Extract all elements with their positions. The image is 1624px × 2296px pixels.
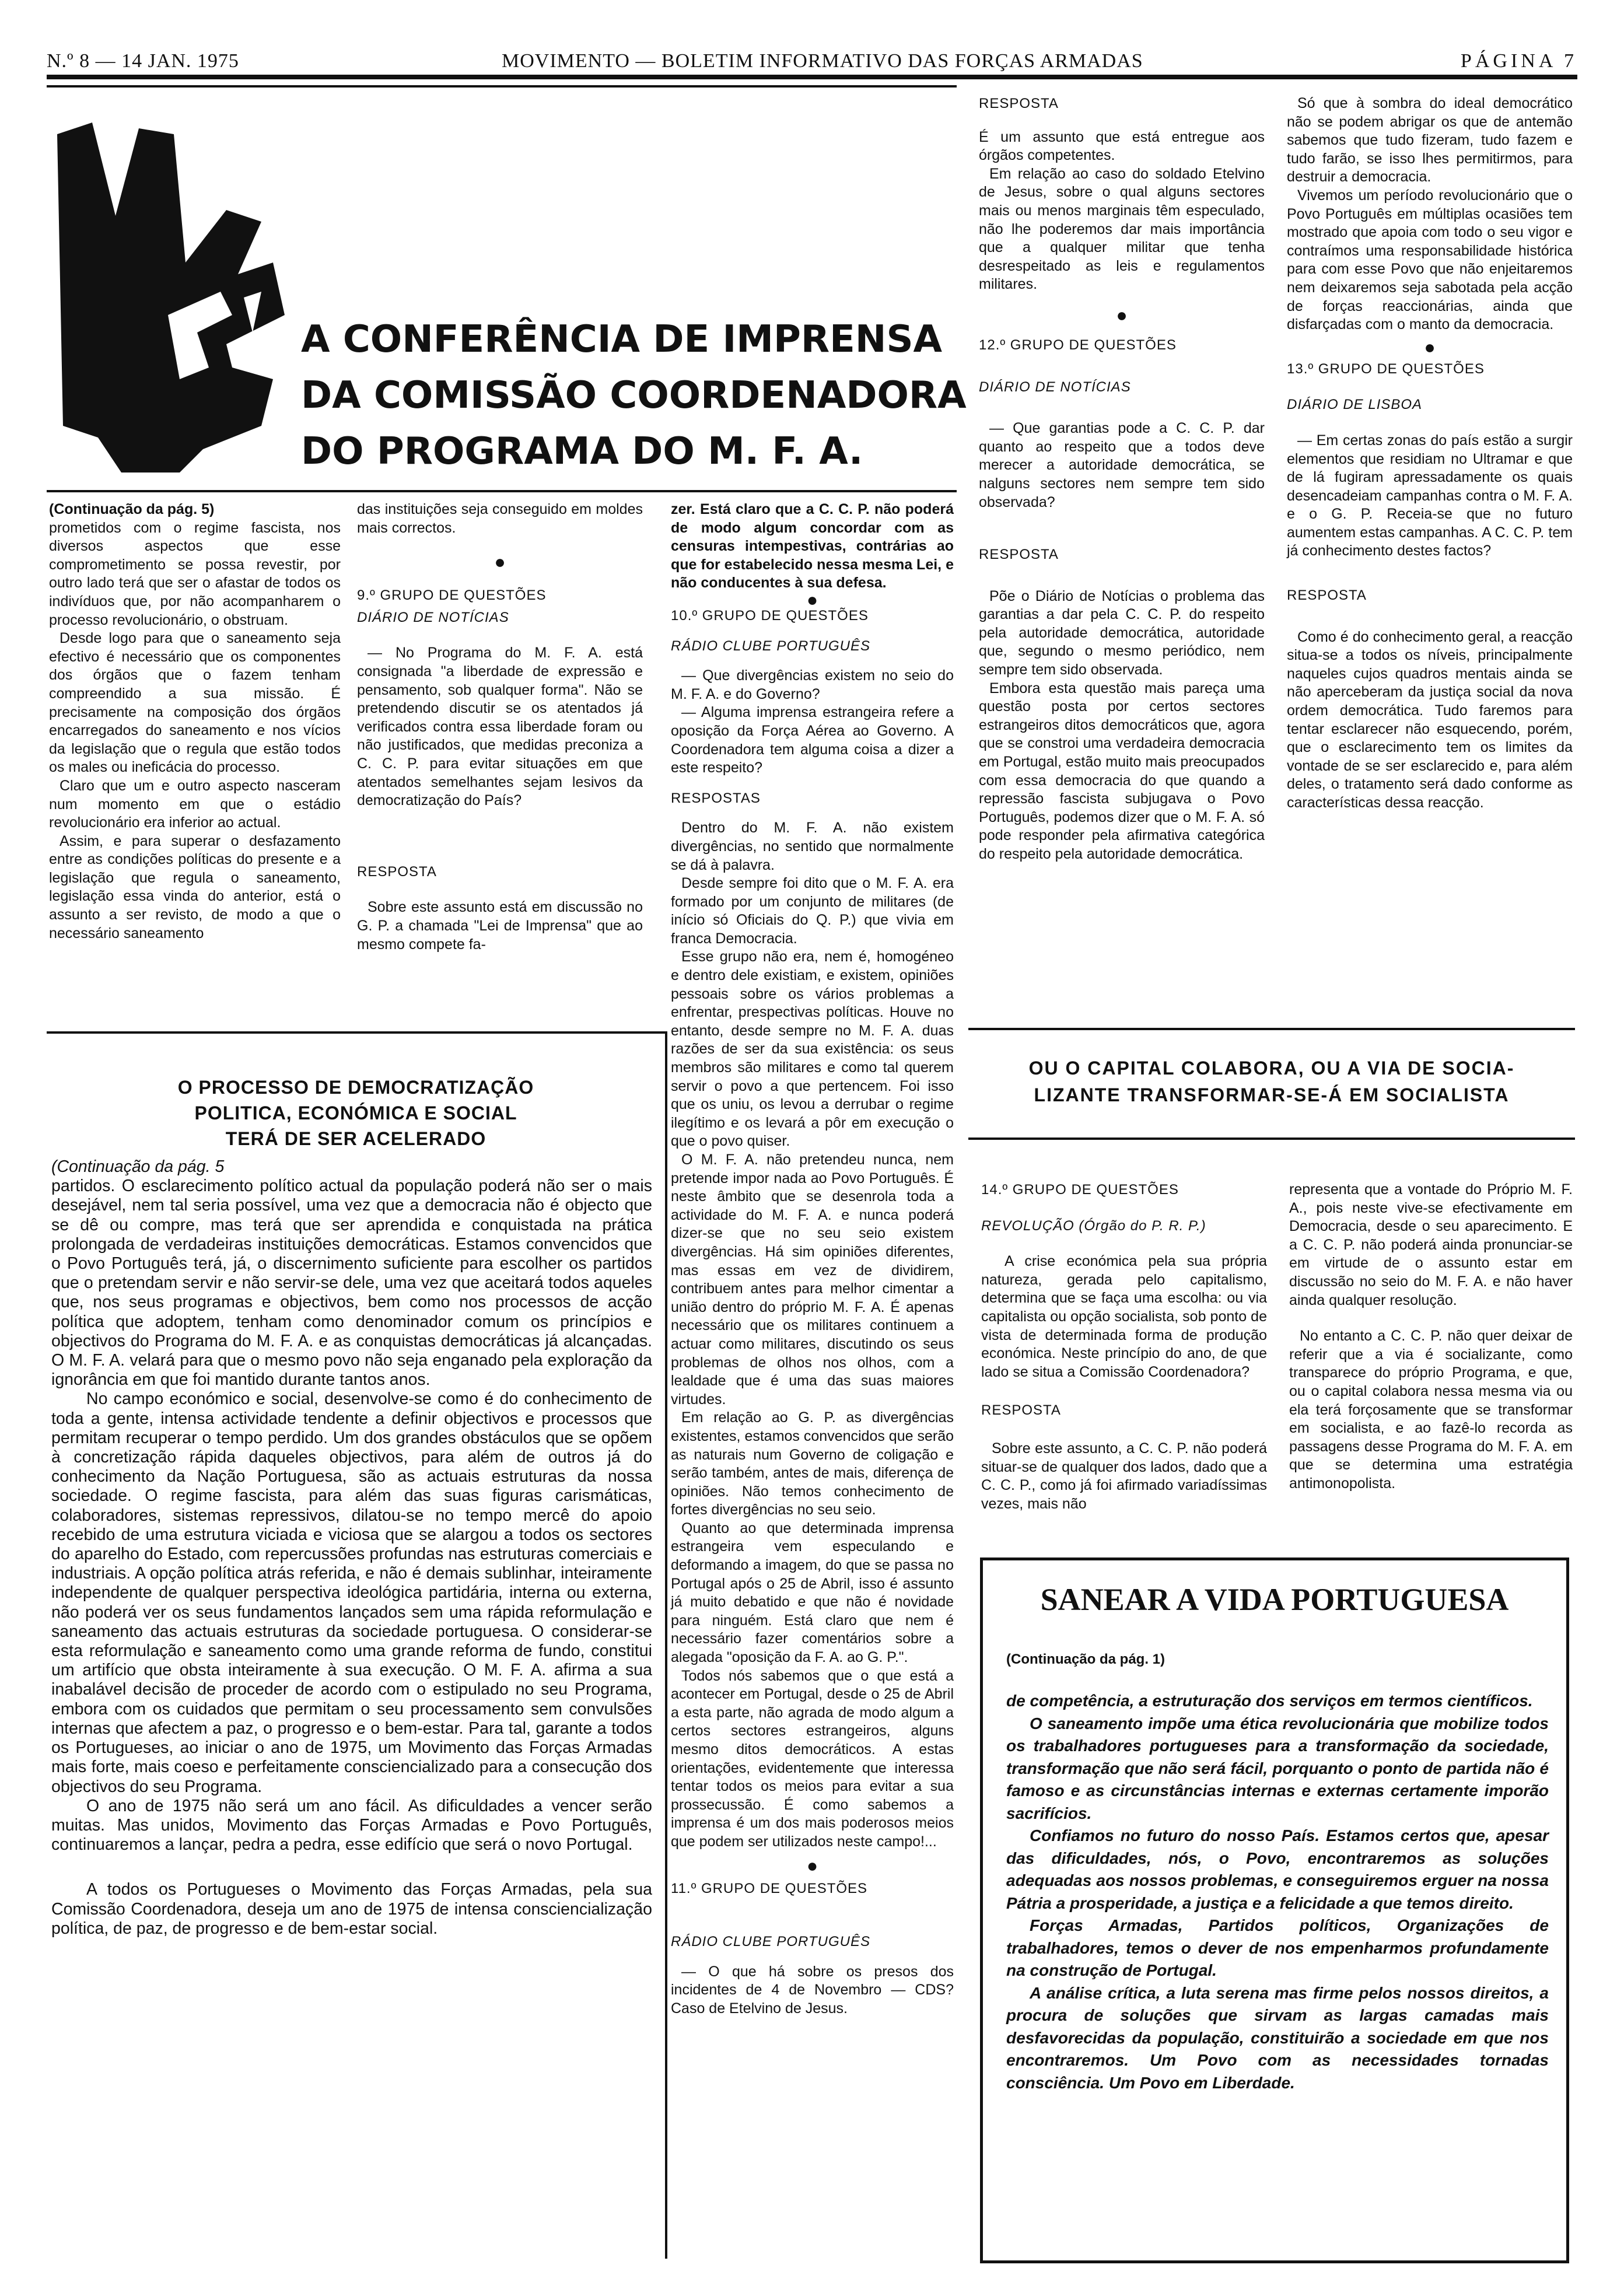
capital-rule-bottom [968,1138,1575,1140]
question-text: — O que há sobre os presos dos incidentes de 4 de Novembro — CDS? Caso de Etelvino de Jesus. [671,1963,954,2017]
paragraph: No campo económico e social, desenvolve-se como é do conhecimento de toda a gente, intensa actividade tendente a definir objectivos e processos que permitam recuperar o tempo perdido. Um dos grandes obstáculos que se opõem à concretização rápida daqueles objectivos, para além de outros já do conhecimento da Nação Portuguesa, são as actuais estruturas da nossa sociedade. O regime fascista, para além das suas figuras carismáticas, colaboradores, sistemas repressivos, dilatou-se no tempo mercê do apoio recebido de uma estrutura viciada e viciosa que se alargou a todos os sectores do aparelho do Estado, com repercussões profundas nas estruturas comerciais e industriais. A opção política atrás referida, e não é demais sublinhar, inteiramente independente de qualquer perspectiva ideológica partidária, interna ou externa, não poderá ver os seus fundamentos lançados sem uma rápida reformulação e saneamento das actuais estruturas da sociedade portuguesa. O considerar-se esta reformulação e saneamento como uma grande reforma de fundo, constitui um artifício que obsta inteiramente à sua execução. O M. F. A. afirma a sua inabalável decisão de proceder de acordo com o estipulado no seu Programa, embora com os cuidados que permitam o seu processamento sem convulsões internas que afectem a paz, o progresso e o bem-estar. Para tal, garante a todos os Portugueses, ao iniciar o ano de 1975, um Movimento das Forças Armadas mais forte, mais coeso e perfeitamente consciencializado para a consecução dos objectivos do seu Programa. [51,1390,652,1796]
header-rule [47,75,1577,79]
capital-title-line: OU O CAPITAL COLABORA, OU A VIA DE SOCIA- [1028,1058,1515,1079]
continuation-note: (Continuação da pág. 5 [51,1157,225,1176]
question-group: 9.º GRUPO DE QUESTÕES [357,587,547,604]
question-source: DIÁRIO DE NOTÍCIAS [979,379,1131,395]
answer-text: No entanto a C. C. P. não quer deixar de referir que a via é socializante, como transparece do próprio Programa, e que, ou o capital colabora nessa mesma via ou ela terá forçosamente que se transformar em socialista, e ao fazê-lo recorda as passagens desse Programa do M. F. A. em que se determina uma estratégia antimonopolista. [1289,1328,1573,1492]
capital-title-line: LIZANTE TRANSFORMAR-SE-Á EM SOCIALISTA [1034,1084,1510,1105]
answer-text: Sobre este assunto, a C. C. P. não poderá situar-se de qualquer dos lados, dado que a C. C. P., como já foi afirmado variadíssimas vezes, mais não [981,1440,1267,1512]
question-group: 11.º GRUPO DE QUESTÕES [671,1880,868,1896]
paragraph: A todos os Portugueses o Movimento das Forças Armadas, pela sua Comissão Coordenadora, deseja um ano de 1975 de intensa consciencialização política, de paz, de progresso e de bem-estar social. [51,1880,652,1938]
sanear-title: SANEAR A VIDA PORTUGUESA [1040,1582,1509,1617]
header-rule-thin [47,85,957,88]
column-2 [357,501,643,954]
response-heading: RESPOSTA [357,863,437,880]
question-group: 13.º GRUPO DE QUESTÕES [1287,360,1485,377]
main-title-line: A CONFERÊNCIA DE IMPRENSA [301,318,943,361]
answer-text: É um assunto que está entregue aos órgãos competentes. [979,128,1265,164]
answer-text: Todos nós sabemos que o que está a acontecer em Portugal, desde o 25 de Abril a esta parte, não agrada de modo algum a certos sectores estrangeiros, alguns mesmo ditos democráticos. A estas orientações, evidentemente que interessa tentar todos os meios para evitar a sua prossecussão. É como sabemos a imprensa é um dos mais poderosos meios que podem ser utilizados neste campo!... [671,1667,954,1850]
bullet-separator: ● [1424,336,1436,358]
paragraph: Forças Armadas, Partidos políticos, Organizações de trabalhadores, temos o dever de nos empenharmos profundamente na construção de Portugal. [1006,1916,1549,1979]
paragraph: O saneamento impõe uma ética revolucionária que mobilize todos os trabalhadores portugueses para a transformação da sociedade, transformação que não será fácil, porquanto o ponto de partida não é famoso e as circunstâncias internas e externas certamente imporão sacrifícios. [1006,1714,1549,1822]
paragraph: O ano de 1975 não será um ano fácil. As dificuldades a vencer serão muitas. Mas unidos, Movimento das Forças Armadas e Povo Português, continuaremos a lançar, pedra a pedra, esse edifício que será o novo Portugal. [51,1796,652,1854]
response-heading: RESPOSTA [979,96,1059,111]
paragraph: das instituições seja conseguido em moldes mais correctos. [357,501,643,536]
sanear-box [980,1558,1569,2263]
response-heading: RESPOSTAS [671,790,761,806]
processo-title-line: O PROCESSO DE DEMOCRATIZAÇÃO [177,1077,534,1098]
processo-article [47,1031,667,2259]
answer-text: Põe o Diário de Notícias o problema das garantias a dar pela C. C. P. do respeito pela autoridade democrática, autoridade que, segundo o mesmo periódico, nem sempre tem sido observada. [979,587,1265,678]
column-3 [671,501,954,2018]
question-source: REVOLUÇÃO (Órgão do P. R. P.) [981,1217,1206,1234]
question-text: — Que divergências existem no seio do M. F. A. e do Governo? [671,667,954,702]
answer-text: O M. F. A. não pretendeu nunca, nem pretende impor nada ao Povo Português. É neste âmbito que se desenrola toda a actividade do M. F. A. e nunca poderá dizer-se que no seu seio existem divergências. Há sim opiniões diferentes, mas essas em vez de dividirem, contribuem antes para melhor cimentar a união dentro do próprio M. F. A. É apenas necessário que os militares continuem a actuar como militares, discutindo os seus problemas de olhos nos olhos, com a lealdade que é uma das suas maiores virtudes. [671,1152,954,1408]
question-text: — Que garantias pode a C. C. P. dar quanto ao respeito que a todos deve merecer a autoridade democrática, se nalguns sectores nem sempre tem sido observada? [979,420,1265,510]
processo-body [51,1157,652,1938]
main-title [301,312,978,480]
answer-text: Em relação ao caso do soldado Etelvino de Jesus, sobre o qual alguns sectores mais ou menos marginais têm especulado, não lhe poderemos dar mais importância que a qualquer militar que tenha desrespeitado as leis e regulamentos militares. [979,165,1265,293]
main-title-line: DA COMISSÃO COORDENADORA [301,374,967,417]
question-group: 10.º GRUPO DE QUESTÕES [671,607,869,624]
processo-title [47,1074,665,1152]
sanear-body [1006,1690,1549,2094]
issue-info: N.º 8 — 14 JAN. 1975 [47,50,239,72]
processo-title-line: POLITICA, ECONÓMICA E SOCIAL [194,1102,517,1124]
bullet-separator: ● [806,589,818,610]
bullet-separator: ● [1116,304,1128,326]
column-capital-2 [1289,1181,1573,1493]
paragraph: Desde logo para que o saneamento seja efectivo é necessário que os componentes dos órgãos que o fazem tenham compreendido a sua missão. É precisamente na composição dos órgãos encarregados do saneamento e nos vícios da legislação que o regula que estão todos os males ou ineficácia do processo. [49,630,341,776]
paragraph: partidos. O esclarecimento político actual da população poderá não ser o mais desejável, nem tal seria possível, uma vez que a democracia não é objecto que se dê ou compre, mas terá que ser aprendida e conquistada na prática prolongada de verdadeiras instituições democráticas. Estamos convencidos que o Povo Português terá, já, o discernimento suficiente para escolher os partidos que o pretendam servir e não servir-se dele, uma vez que aceitará todos aqueles que, nos seus programas e objectivos, bem como nos processos de acção política que adoptem, tenham como denominador comum os princípios e objectivos do Programa do M. F. A. e as conquistas democráticas já alcançadas. O M. F. A. velará para que o mesmo povo não seja enganado pela exploração da ignorância em que foi mantido durante tantos anos. [51,1177,652,1390]
paragraph: prometidos com o regime fascista, nos diversos aspectos que esse comprometimento se possa revestir, por outro lado terá que ser o afastar de todos os indivíduos que, por não acompanharem o processo revolucionário, o obstruam. [49,519,341,628]
bullet-separator: ● [494,551,506,573]
question-source: DIÁRIO DE NOTÍCIAS [357,609,509,625]
paragraph: de competência, a estruturação dos serviços em termos científicos. [1006,1692,1533,1710]
answer-text: Como é do conhecimento geral, a reacção situa-se a todos os níveis, principalmente naqueles cujos quadros mentais ainda se não aperceberam da justiça social da nova ordem democrática. Tudo faremos para tentar esclarecer não esquecendo, porém, que o esclarecimento tem os limites da vontade de se ser esclarecido e, para além deles, o tratamento será dado conforme as características dessa reacção. [1287,628,1573,811]
paragraph: Claro que um e outro aspecto nasceram num momento em que o estádio revolucionário era inferior ao actual. [49,777,341,831]
continuation-note: (Continuação da pág. 5) [49,501,215,517]
question-group: 12.º GRUPO DE QUESTÕES [979,337,1177,353]
question-text: — No Programa do M. F. A. está consignada "a liberdade de expressão e pensamento, sob qualquer forma". Não se pretendendo discutir se os atentados já verificados contra essa liberdade foram ou não justificados, que medidas preconiza a C. C. P. para evitar situações em que atentados semelhantes sejam lesivos da democratização do País? [357,645,643,809]
answer-text: Desde sempre foi dito que o M. F. A. era formado por um conjunto de militares (de início só Oficiais do Q. P.) que vivia em franca Democracia. [671,875,954,947]
question-source: RÁDIO CLUBE PORTUGUÊS [671,1934,870,1950]
question-text: — Alguma imprensa estrangeira refere a oposição da Força Aérea ao Governo. A Coordenadora tem alguma coisa a dizer a este respeito? [671,704,954,776]
answer-text: Esse grupo não era, nem é, homogéneo e dentro dele existiam, e existem, opiniões pessoais sobre os vários problemas a enfrentar, prespectivas políticas. Houve no entanto, desde sempre no M. F. A. duas razões de ser da sua existência: os seus membros são militares e como tal querem servir o povo a que pertencem. Foi isso que os uniu, os levou a derrubar o regime ilegítimo e os levará a pôr em execução o que o povo quiser. [671,949,954,1150]
page-header [47,50,1577,77]
question-source: DIÁRIO DE LISBOA [1287,397,1423,413]
mfa-logo [51,123,296,473]
paragraph: zer. Está claro que a C. C. P. não poderá de modo algum concordar com as censuras intempestivas, contrárias ao que for estabelecido nessa mesma Lei, e não conducentes à sua defesa. [671,501,954,592]
column-5 [1287,94,1573,813]
capital-rule [968,1028,1575,1030]
response-heading: RESPOSTA [1287,587,1367,604]
column-4 [979,94,1265,864]
answer-text: Embora esta questão mais pareça uma questão posta por certos sectores estrangeiros ditos democráticos que, agora que se constroi uma verdadeira democracia em Portugal, estão muito mais preocupados com essa democracia do que quando a repressão fascista subjugava o Povo Português, podemos dizer que o M. F. A. só pode responder pela afirmativa categórica do respeito pela autoridade democrática. [979,680,1265,862]
answer-text: representa que a vontade do Próprio M. F. A., pois neste vive-se efectivamente em Democracia, desde o seu aparecimento. E a C. C. P. não poderá ainda pronunciar-se em virtude de o assunto estar em discussão no seio do M. F. A. e não haver ainda qualquer resolução. [1289,1181,1573,1308]
publication-title: MOVIMENTO — BOLETIM INFORMATIVO DAS FORÇAS ARMADAS [502,50,1143,72]
paragraph: A análise crítica, a luta serena mas firme pelos nossos direitos, a procura de soluções que sirvam as largas camadas mais desfavorecidas da população, constituirão a sociedade em que nos encontraremos. Um Povo com as necessidades tornadas consciência. Um Povo em Liberdade. [1006,1983,1549,2092]
capital-title [968,1055,1575,1108]
paragraph: Confiamos no futuro do nosso País. Estamos certos que, apesar das dificuldades, nós, o Povo, encontraremos as soluções adequadas aos nossos problemas, e conseguiremos erguer na nossa Pátria a prosperidade, a justiça e a felicidade a que temos direito. [1006,1826,1549,1912]
answer-text: Sobre este assunto está em discussão no G. P. a chamada "Lei de Imprensa" que ao mesmo compete fa- [357,899,643,953]
response-heading: RESPOSTA [979,547,1059,563]
title-rule [47,490,957,492]
question-text: A crise económica pela sua própria natureza, gerada pelo capitalismo, determina que se faça uma escolha: ou via capitalista ou opção socialista, sob ponto de vista de determinada forma de produção económica. Neste princípio do ano, de que lado se situa a Comissão Coordenadora? [981,1253,1267,1380]
paragraph: Vivemos um período revolucionário que o Povo Português em múltiplas ocasiões tem mostrado que apoia com todo o seu vigor e contraímos uma responsabilidade histórica para com esse Povo que não enjeitaremos nem deixaremos seja sabotada pela acção de forças reaccionárias, ainda que disfarçadas com o manto da democracia. [1287,187,1573,333]
main-title-line: DO PROGRAMA DO M. F. A. [301,430,863,473]
answer-text: Dentro do M. F. A. não existem divergências, no sentido que normalmente se dá à palavra. [671,820,954,873]
column-capital-1 [981,1181,1267,1513]
response-heading: RESPOSTA [981,1402,1061,1419]
answer-text: Em relação ao G. P. as divergências existentes, estamos convencidos que serão as naturais num Governo de coligação e serão também, antes de mais, diferença de opiniões. Não temos conhecimento de fortes divergências no seu seio. [671,1409,954,1518]
paragraph: Só que à sombra do ideal democrático não se podem abrigar os que de antemão sabemos que tudo fizeram, tudo fazem e tudo farão, se isso lhes permitirmos, para destruir a democracia. [1287,95,1573,186]
continuation-note: (Continuação da pág. 1) [1006,1651,1166,1667]
processo-title-line: TERÁ DE SER ACELERADO [225,1128,487,1149]
bullet-separator: ● [806,1854,818,1876]
paragraph: Assim, e para superar o desfazamento entre as condições políticas do presente e a legislação que regula o saneamento, legislação essa vinda do anterior, está o assunto a ser revisto, de modo a que o necessário saneamento [49,832,341,942]
question-group: 14.º GRUPO DE QUESTÕES [981,1182,1179,1198]
column-1 [49,501,341,943]
question-text: — Em certas zonas do país estão a surgir elementos que residiam no Ultramar e que de lá fugiram apressadamente os quais desencadeiam campanhas contra o M. F. A. e o G. P. Receia-se que no futuro aumentem estas campanhas. A C. C. P. tem já conhecimento destes factos? [1287,432,1573,559]
question-source: RÁDIO CLUBE PORTUGUÊS [671,638,870,654]
page-number: PÁGINA 7 [1460,50,1577,72]
answer-text: Quanto ao que determinada imprensa estrangeira vem especulando e deformando a imagem, do que se passa no Portugal após o 25 de Abril, isso é assunto já muito debatido e que não é novidade para ninguém. Está claro que nem é necessário fazer comentários sobre a alegada "oposição da F. A. ao G. P.". [671,1520,954,1666]
